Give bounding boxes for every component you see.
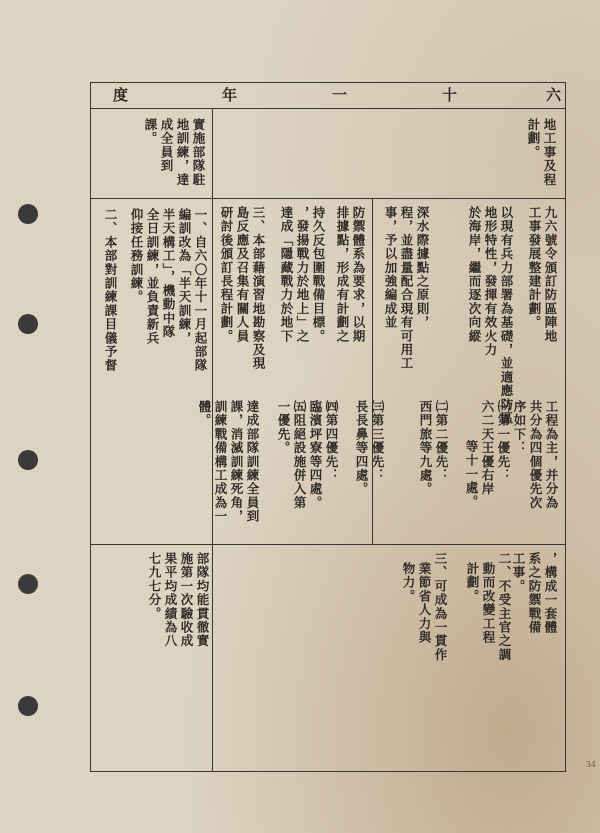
- text-column: 西門旅等九處。: [418, 400, 433, 496]
- header-divider: [90, 108, 566, 109]
- text-column: 施第一次驗收成: [179, 552, 194, 648]
- text-column: 體。: [197, 400, 212, 428]
- text-column: ㈢第三優先：: [370, 400, 385, 483]
- text-column: 果平均成績為八: [163, 552, 178, 648]
- column-divider-right: [372, 198, 373, 544]
- text-column: 實施部隊駐: [191, 118, 206, 187]
- text-column: 工事。: [511, 552, 526, 594]
- text-column: 臨濱坪寮等四處。: [308, 400, 323, 510]
- text-column: 三、可成為一貫作: [433, 552, 448, 662]
- text-column: ，發揚戰力於地上」之: [295, 206, 310, 343]
- text-column: 地訓練，達: [175, 118, 190, 187]
- top-cell-divider: [90, 198, 566, 199]
- text-column: 達成部隊訓練全員到: [245, 400, 260, 524]
- header-char: 度: [113, 86, 129, 104]
- text-column: ㈣第四優先：: [324, 400, 339, 483]
- text-column: ㈠第一優先：: [496, 400, 511, 483]
- text-column: 程，並盡量配合現有可用工: [399, 206, 414, 371]
- text-column: 成全員到: [159, 118, 174, 173]
- text-column: 計劃。: [465, 562, 480, 604]
- text-column: 動而改變工程: [481, 562, 496, 645]
- text-column: ㈡第二優先：: [434, 400, 449, 483]
- text-column: 排據點，形成有計劃之: [335, 206, 350, 343]
- binder-hole: [18, 574, 38, 594]
- text-column: 一、自六〇年十一月起部隊: [193, 208, 208, 373]
- text-column: 共分為四個優先次: [528, 400, 543, 510]
- text-column: 課。: [143, 118, 158, 146]
- header-char: 六: [546, 86, 562, 104]
- binder-hole: [18, 314, 38, 334]
- text-column: 島反應及召集有關人員: [235, 206, 250, 343]
- text-column: 六二天王優右岸: [480, 400, 495, 496]
- header-char: 一: [332, 86, 348, 104]
- text-column: 地形特性，發揮有效火力: [483, 206, 498, 357]
- text-column: 工事發展整建計劃。: [527, 206, 542, 330]
- text-column: 業節省人力與: [417, 562, 432, 645]
- binder-hole: [18, 450, 38, 470]
- text-column: 部隊均能貫徹實: [195, 552, 210, 648]
- text-column: 以現有兵力部署為基礎，並適應防區: [499, 206, 514, 426]
- binder-hole: [18, 204, 38, 224]
- text-column: 仰接任務訓練。: [129, 208, 144, 304]
- text-column: 編訓改為「半天訓練，: [177, 208, 192, 345]
- text-column: 三、本部藉演習地勘察及現: [251, 206, 266, 371]
- text-column: 持久反包圍戰備目標。: [311, 206, 326, 343]
- text-column: 等十一處。: [464, 440, 479, 509]
- text-column: 長長鼻等四處。: [354, 400, 369, 496]
- text-column: 序如下：: [512, 400, 527, 455]
- text-column: 工程為主，并分為: [544, 400, 559, 510]
- text-column: 研討後頒訂長程計劃。: [219, 206, 234, 343]
- text-column: 七九七分。: [147, 552, 162, 621]
- text-column: ㈤阻絕設施併入第: [292, 400, 307, 510]
- text-column: 地工事及程: [542, 118, 557, 187]
- text-column: 半天構工」，機動中隊: [161, 208, 176, 339]
- binder-hole: [18, 696, 38, 716]
- header-char: 年: [222, 86, 238, 104]
- text-column: 深水際據點之原則，: [415, 206, 430, 330]
- text-column: 防禦體系為要求，以期: [351, 206, 366, 343]
- page-edge-mark: 34: [585, 760, 596, 769]
- text-column: 一優先。: [276, 400, 291, 455]
- text-column: 二、本部對訓練課目儀予督: [103, 208, 118, 373]
- text-column: 訓練戰備構工成為一: [213, 400, 228, 524]
- text-column: 事，予以加強編成並: [383, 206, 398, 330]
- text-column: 計劃。: [526, 118, 541, 160]
- text-column: 於海岸，繼而逐次向縱: [467, 206, 482, 343]
- header-char: 十: [442, 86, 458, 104]
- text-column: 九六號令頒訂防區陣地: [543, 206, 558, 343]
- text-column: ，構成一套體: [543, 552, 558, 635]
- middle-divider: [90, 544, 566, 545]
- text-column: 二、不受主官之調: [497, 552, 512, 662]
- text-column: 系之防禦戰備: [527, 552, 542, 635]
- text-column: 物力。: [401, 562, 416, 604]
- text-column: 達成「隱藏戰力於地下: [279, 206, 294, 343]
- text-column: 課，消滅訓練死角，: [229, 400, 244, 524]
- text-column: 全日訓練，並負責新兵: [145, 208, 160, 345]
